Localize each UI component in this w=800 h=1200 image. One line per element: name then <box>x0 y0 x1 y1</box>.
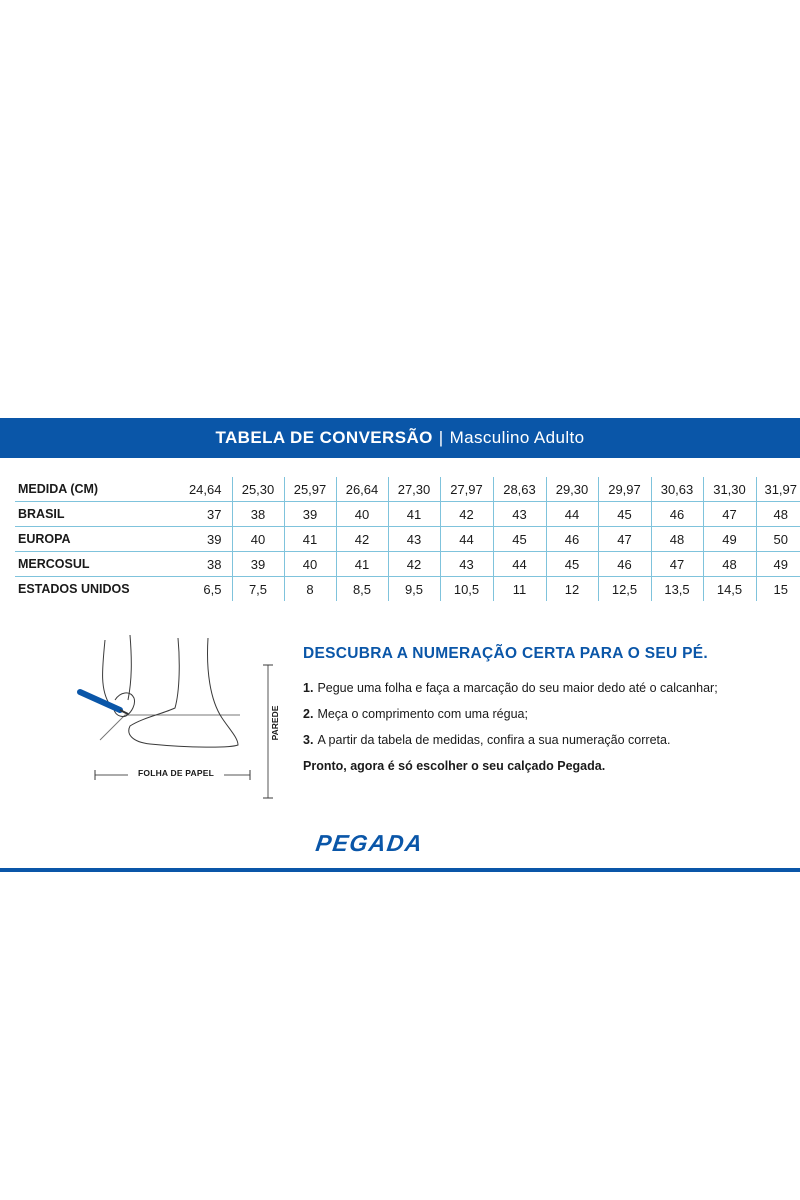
table-cell: 48 <box>703 552 756 577</box>
table-cell: 49 <box>703 527 756 552</box>
table-cell: 44 <box>493 552 546 577</box>
table-cell: 40 <box>284 552 336 577</box>
pegada-logo: PEGADA <box>314 830 426 856</box>
table-cell: 45 <box>546 552 598 577</box>
table-cell: 49 <box>756 552 800 577</box>
pen-icon <box>80 692 128 714</box>
wall-label: PAREDE <box>270 688 280 758</box>
table-cell: 13,5 <box>651 577 703 602</box>
table-cell: 14,5 <box>703 577 756 602</box>
row-label: MERCOSUL <box>15 552 163 577</box>
table-cell: 24,64 <box>163 477 232 502</box>
table-cell: 44 <box>546 502 598 527</box>
table-cell: 45 <box>598 502 651 527</box>
table-cell: 48 <box>651 527 703 552</box>
table-cell: 27,97 <box>440 477 493 502</box>
closing-text: Pronto, agora é só escolher o seu calçado Pegada. <box>303 759 606 773</box>
table-cell: 47 <box>598 527 651 552</box>
row-label: EUROPA <box>15 527 163 552</box>
table-cell: 11 <box>493 577 546 602</box>
table-cell: 40 <box>232 527 284 552</box>
table-cell: 37 <box>163 502 232 527</box>
title-separator: | <box>438 428 444 447</box>
step-number: 1. <box>303 681 314 695</box>
table-row <box>15 577 800 602</box>
table-cell: 8 <box>284 577 336 602</box>
table-cell: 39 <box>232 552 284 577</box>
table-cell: 25,30 <box>232 477 284 502</box>
step-number: 3. <box>303 733 314 747</box>
table-cell: 29,97 <box>598 477 651 502</box>
table-cell: 12 <box>546 577 598 602</box>
table-cell: 50 <box>756 527 800 552</box>
table-title: TABELA DE CONVERSÃO <box>215 428 433 447</box>
instruction-step <box>303 681 783 695</box>
instructions-heading: DESCUBRA A NUMERAÇÃO CERTA PARA O SEU PÉ. <box>303 645 708 662</box>
table-cell: 41 <box>336 552 388 577</box>
table-cell: 47 <box>703 502 756 527</box>
table-cell: 6,5 <box>203 581 222 597</box>
table-title-banner <box>0 418 800 458</box>
table-cell: 45 <box>493 527 546 552</box>
table-cell: 47 <box>651 552 703 577</box>
table-cell: 46 <box>651 502 703 527</box>
table-cell: 44 <box>440 527 493 552</box>
table-cell: 10,5 <box>440 577 493 602</box>
step-text: A partir da tabela de medidas, confira a sua numeração correta. <box>317 733 671 747</box>
table-cell: 8,5 <box>336 577 388 602</box>
table-cell: 31,97 <box>756 477 800 502</box>
table-row <box>15 502 800 527</box>
step-number: 2. <box>303 707 314 721</box>
table-cell: 48 <box>756 502 800 527</box>
table-cell: 29,30 <box>546 477 598 502</box>
row-label: BRASIL <box>15 502 163 527</box>
table-cell: 9,5 <box>388 577 440 602</box>
table-cell: 42 <box>336 527 388 552</box>
size-conversion-table <box>15 477 800 601</box>
table-cell: 38 <box>163 552 232 577</box>
instruction-step <box>303 733 783 747</box>
instruction-step <box>303 707 783 721</box>
table-cell: 43 <box>440 552 493 577</box>
table-cell: 42 <box>440 502 493 527</box>
row-label: MEDIDA (CM) <box>15 477 163 502</box>
table-cell: 43 <box>493 502 546 527</box>
table-subtitle: Masculino Adulto <box>449 428 585 447</box>
table-cell: 15 <box>756 577 800 602</box>
table-cell: 41 <box>284 527 336 552</box>
table-cell: 27,30 <box>388 477 440 502</box>
table-cell: 12,5 <box>598 577 651 602</box>
table-cell: 42 <box>388 552 440 577</box>
table-row <box>15 527 800 552</box>
bottom-divider <box>0 868 800 872</box>
table-cell: 30,63 <box>651 477 703 502</box>
step-text: Meça o comprimento com uma régua; <box>317 707 528 721</box>
table-cell: 7,5 <box>232 577 284 602</box>
table-cell: 28,63 <box>493 477 546 502</box>
table-cell: 25,97 <box>284 477 336 502</box>
table-cell: 31,30 <box>703 477 756 502</box>
table-cell: 39 <box>163 527 232 552</box>
table-row <box>15 477 800 502</box>
table-cell: 46 <box>598 552 651 577</box>
table-cell: 40 <box>336 502 388 527</box>
paper-label: FOLHA DE PAPEL <box>128 768 224 778</box>
instructions-section <box>303 645 783 773</box>
table-cell: 43 <box>388 527 440 552</box>
table-cell: 41 <box>388 502 440 527</box>
table-row <box>15 552 800 577</box>
table-cell: 39 <box>284 502 336 527</box>
row-label: ESTADOS UNIDOS <box>18 582 130 596</box>
table-cell: 26,64 <box>336 477 388 502</box>
table-cell: 38 <box>232 502 284 527</box>
step-text: Pegue uma folha e faça a marcação do seu maior dedo até o calcanhar; <box>317 681 718 695</box>
table-cell: 46 <box>546 527 598 552</box>
foot-measurement-illustration <box>70 630 300 810</box>
